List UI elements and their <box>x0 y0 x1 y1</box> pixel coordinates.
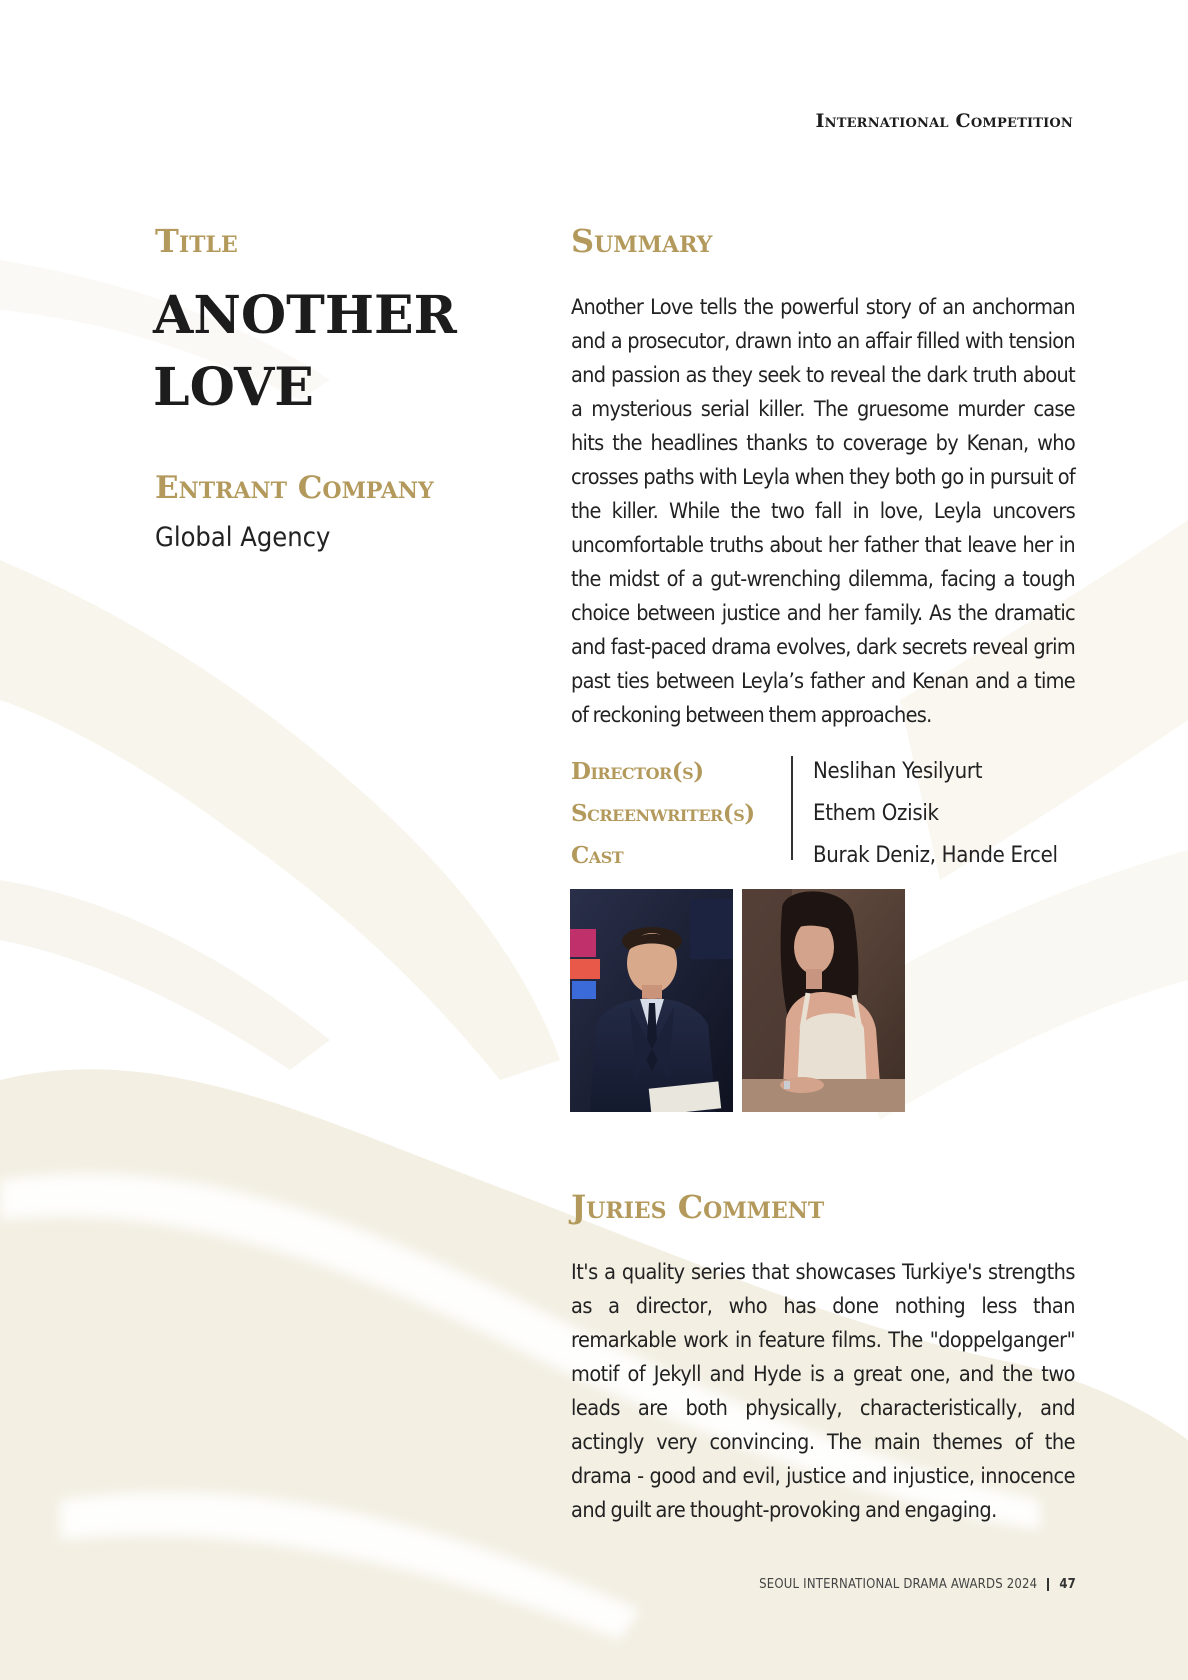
page-number: 47 <box>1059 1577 1076 1592</box>
credits-divider <box>791 756 793 860</box>
screenwriter-label: Screenwriter(s) <box>571 799 755 827</box>
director-label: Director(s) <box>571 757 704 785</box>
section-header: International Competition <box>815 110 1073 132</box>
credits-table <box>571 750 1081 876</box>
title-line-1: ANOTHER <box>153 285 457 346</box>
cast-photo-anchorman <box>570 889 733 1112</box>
summary-text: Another Love tells the powerful story of an anchorman and a prosecutor, drawn into an affair filled with tension and passion as they seek to reveal the dark truth about a mysterious serial killer. The gruesome murder case hits the headlines thanks to coverage by Kenan, who crosses paths with Leyla when they both go in pursuit of the killer. While the two fall in love, Leyla uncovers uncomfortable truths about her father that leave her in the midst of a gut-wrenching dilemma, facing a tough choice between justice and her family. As the dramatic and fast-paced drama evolves, dark secrets reveal grim past ties between Leyla’s father and Kenan and a time of reckoning between them approaches. <box>571 295 1075 728</box>
page-footer <box>759 1577 1076 1592</box>
credit-row-screenwriter <box>571 792 1081 834</box>
cast-photo-prosecutor <box>742 889 905 1112</box>
director-value: Neslihan Yesilyurt <box>813 758 983 784</box>
summary-label: Summary <box>571 222 713 260</box>
title-line-2: LOVE <box>153 357 314 418</box>
page-title <box>153 280 553 424</box>
juries-comment-text: It's a quality series that showcases Turkiye's strengths as a director, who has done nothing less than remarkable work in feature films. The "doppelganger" motif of Jekyll and Hyde is a great one, and the two leads are both physically, characteristically, and actingly very convincing. The main themes of the drama - good and evil, justice and injustice, innocence and guilt are thought-provoking and engaging. <box>571 1260 1075 1523</box>
credit-row-cast <box>571 834 1081 876</box>
screenwriter-value: Ethem Ozisik <box>813 800 939 826</box>
credit-row-director <box>571 750 1081 792</box>
footer-publication: SEOUL INTERNATIONAL DRAMA AWARDS 2024 <box>759 1577 1038 1592</box>
cast-value: Burak Deniz, Hande Ercel <box>813 842 1058 868</box>
cast-label: Cast <box>571 841 624 869</box>
entrant-company-value: Global Agency <box>155 522 331 553</box>
title-label: Title <box>155 222 238 260</box>
footer-separator <box>1047 1578 1049 1591</box>
juries-comment-label: Juries Comment <box>571 1188 825 1226</box>
entrant-company-label: Entrant Company <box>155 470 434 506</box>
